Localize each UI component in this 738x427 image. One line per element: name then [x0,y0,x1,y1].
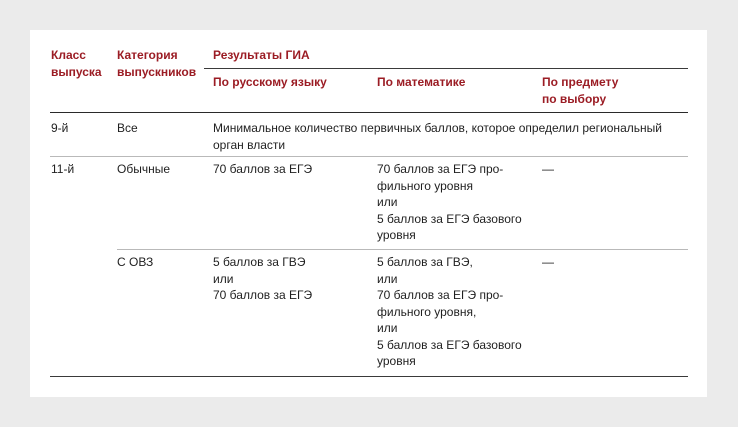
header-elective: По предмету по выбору [542,75,619,106]
row-11-ovz-math: 5 баллов за ГВЭ, или 70 баллов за ЕГЭ про- фильного уровня, или 5 баллов за ЕГЭ базового уровня [377,255,522,368]
row-9-merged-text: Минимальное количество первичных баллов, которое определил региональный орган власти [213,121,662,152]
header-category: Категория выпускников [117,48,197,79]
subheader-rule [204,68,688,69]
row-11-category-regular: Обычные [117,162,171,176]
header-russian: По русскому языку [213,75,327,89]
row-11-grade: 11-й [51,162,75,176]
row-11-ovz-russian: 5 баллов за ГВЭ или 70 баллов за ЕГЭ [213,255,313,302]
row-9-category: Все [117,121,138,135]
row-11-regular-math: 70 баллов за ЕГЭ про- фильного уровня или 5 баллов за ЕГЭ базового уровня [377,162,522,242]
header-results: Результаты ГИА [213,48,310,62]
row-11-regular-russian: 70 баллов за ЕГЭ [213,162,313,176]
header-math: По математике [377,75,466,89]
header-grade-class: Класс выпуска [51,48,102,79]
row-11-ovz-elective: — [542,255,554,269]
row-11-inner-divider [117,249,688,250]
header-bottom-rule [50,112,688,113]
table-card [30,30,707,397]
row-9-divider [50,156,688,157]
row-11-category-ovz: С ОВЗ [117,255,154,269]
row-11-regular-elective: — [542,162,554,176]
row-9-grade: 9-й [51,121,69,135]
table-bottom-rule [50,376,688,377]
